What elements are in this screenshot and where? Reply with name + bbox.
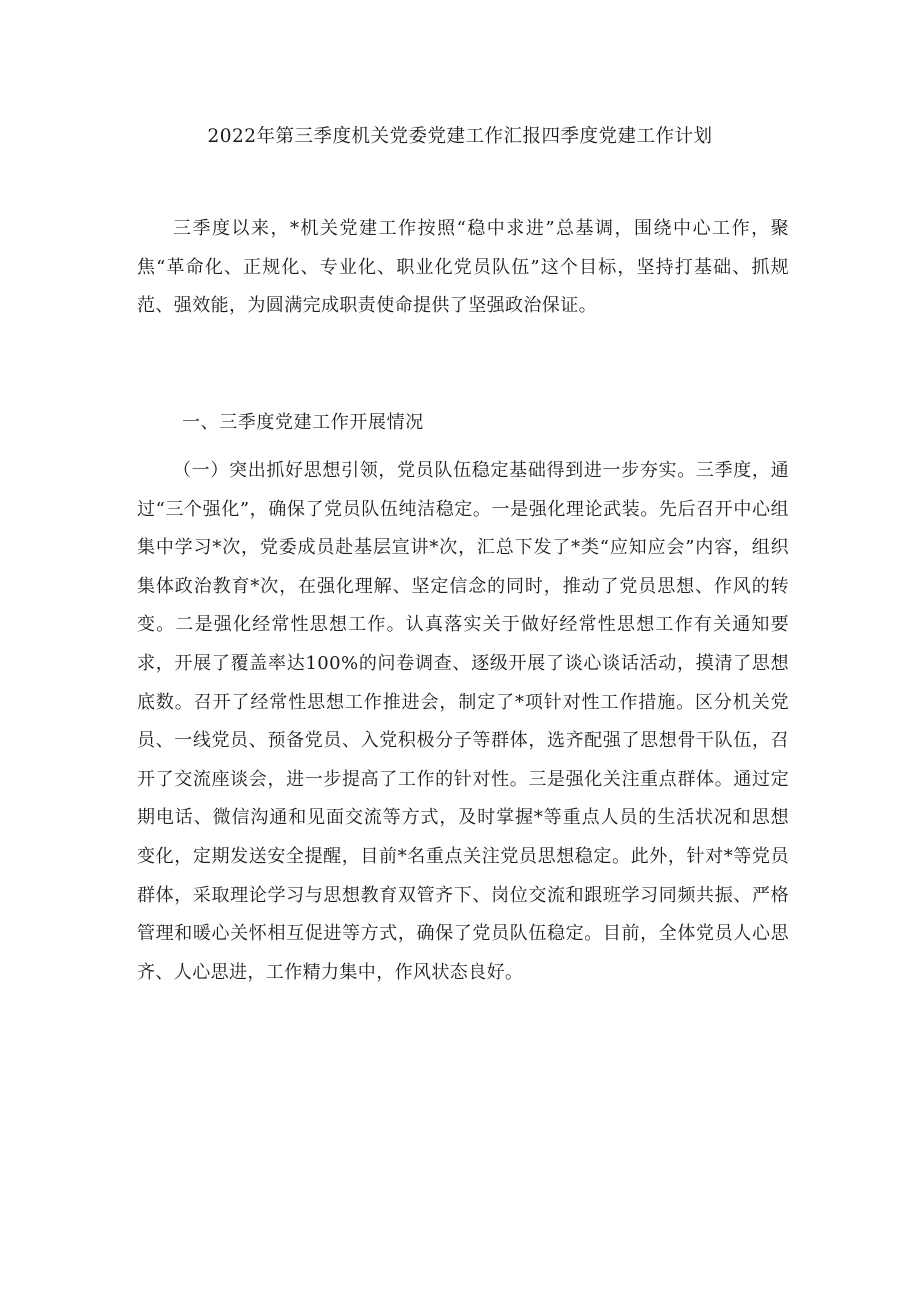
intro-paragraph: 三季度以来，*机关党建工作按照“稳中求进”总基调，围绕中心工作，聚焦“革命化、正规化、专业化、职业化党员队伍”这个目标，坚持打基础、抓规范、强效能，为圆满完成职责使命提供了坚强政治保证。 — [137, 218, 789, 317]
section-heading: 一、三季度党建工作开展情况 — [182, 412, 424, 433]
subsection-paragraph: （一）突出抓好思想引领，党员队伍稳定基础得到进一步夯实。三季度，通过“三个强化”，确保了党员队伍纯洁稳定。一是强化理论武装。先后召开中心组集中学习*次，党委成员赴基层宣讲*次，汇总下发了*类“应知应会”内容，组织集体政治教育*次，在强化理解、坚定信念的同时，推动了党员思想、作风的转变。二是强化经常性思想工作。认真落实关于做好经常性思想工作有关通知要求，开展了覆盖率达100%的问卷调查、逐级开展了谈心谈话活动，摸清了思想底数。召开了经常性思想工作推进会，制定了*项针对性工作措施。区分机关党员、一线党员、预备党员、入党积极分子等群体，选齐配强了思想骨干队伍，召开了交流座谈会，进一步提高了工作的针对性。三是强化关注重点群体。通过定期电话、微信沟通和见面交流等方式，及时掌握*等重点人员的生活状况和思想变化，定期发送安全提醒，目前*名重点关注党员思想稳定。此外，针对*等党员群体，采取理论学习与思想教育双管齐下、岗位交流和跟班学习同频共振、严格管理和暖心关怀相互促进等方式，确保了党员队伍稳定。目前，全体党员人心思齐、人心思进，工作精力集中，作风状态良好。 — [137, 460, 789, 983]
document-title: 2022年第三季度机关党委党建工作汇报四季度党建工作计划 — [207, 126, 713, 147]
